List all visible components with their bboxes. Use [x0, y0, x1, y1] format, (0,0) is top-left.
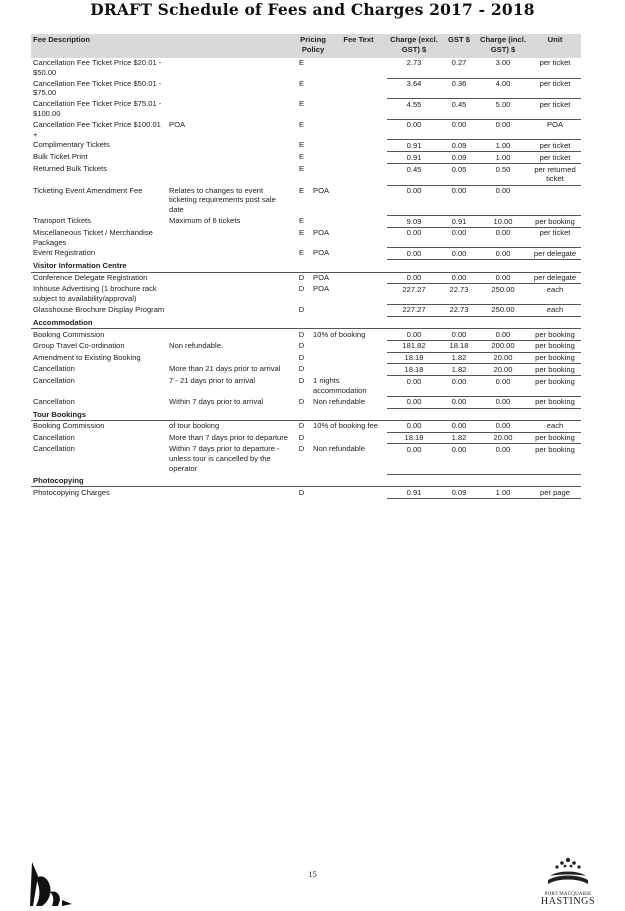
gst-amount: 0.00 — [441, 444, 477, 474]
charge-incl-gst: 20.00 — [477, 352, 529, 364]
fee-note: Maximum of 6 tickets — [169, 216, 241, 226]
fee-text: POA — [313, 185, 330, 195]
pricing-policy: E — [298, 119, 305, 129]
charge-incl-gst: 0.00 — [477, 376, 529, 397]
unit — [529, 185, 581, 215]
charge-incl-gst: 0.50 — [477, 164, 529, 186]
table-row — [31, 396, 581, 408]
table-row — [31, 248, 581, 260]
charge-incl-gst: 0.00 — [477, 185, 529, 215]
header-pricing-and-fee-text — [292, 34, 387, 58]
org-name-line1: PORT MACQUARIE — [544, 892, 592, 897]
fee-text — [311, 58, 387, 79]
unit: per ticket — [529, 152, 581, 164]
fee-text — [311, 364, 387, 376]
fee-note: Non refundable. — [169, 340, 224, 350]
fee-description: Cancellation Fee Ticket Price $100.01 + — [33, 119, 161, 139]
charge-excl-gst: 0.00 — [387, 329, 441, 341]
fee-note — [167, 304, 292, 316]
unit: per ticket — [529, 227, 581, 248]
gst-amount: 0.09 — [441, 140, 477, 152]
fee-note — [167, 152, 292, 164]
charge-incl-gst: 0.00 — [477, 272, 529, 284]
pricing-policy: D — [298, 364, 305, 374]
table-row — [31, 99, 581, 120]
fee-text: POA — [313, 227, 330, 237]
charge-excl-gst: 0.00 — [387, 376, 441, 397]
charge-excl-gst: 227.27 — [387, 304, 441, 316]
gst-amount: 0.36 — [441, 78, 477, 99]
pricing-policy: D — [298, 396, 305, 406]
gst-amount: 18.18 — [441, 340, 477, 352]
charge-excl-gst: 0.45 — [387, 164, 441, 186]
gst-amount: 0.00 — [441, 248, 477, 260]
pricing-policy: E — [298, 164, 305, 174]
gst-amount: 0.00 — [441, 329, 477, 341]
gst-amount: 1.82 — [441, 352, 477, 364]
charge-excl-gst: 4.55 — [387, 99, 441, 120]
pricing-policy: D — [298, 376, 305, 386]
fee-note — [167, 164, 292, 186]
fee-description: Booking Commission — [33, 421, 105, 431]
charge-excl-gst: 0.00 — [387, 248, 441, 260]
gst-amount: 0.00 — [441, 272, 477, 284]
charge-excl-gst: 0.00 — [387, 185, 441, 215]
pricing-policy: E — [298, 78, 305, 88]
unit: per booking — [529, 444, 581, 474]
charge-excl-gst: 0.00 — [387, 272, 441, 284]
header-gst: GST $ — [441, 34, 477, 58]
charge-incl-gst: 200.00 — [477, 340, 529, 352]
fee-text — [311, 216, 387, 228]
fee-description: Booking Commission — [33, 329, 105, 339]
table-row — [31, 140, 581, 152]
table-row — [31, 487, 581, 499]
fee-description: Inhouse Advertising (1 brochure rack subject to availability/approval) — [33, 284, 157, 304]
table-row — [31, 444, 581, 474]
gst-amount: 1.82 — [441, 432, 477, 444]
charge-excl-gst: 0.00 — [387, 396, 441, 408]
fee-text — [311, 119, 387, 140]
fee-note: Relates to changes to event ticketing requirements post sale date — [169, 185, 276, 215]
fee-description: Group Travel Co-ordination — [33, 340, 125, 350]
fee-text — [311, 340, 387, 352]
charge-incl-gst: 1.00 — [477, 152, 529, 164]
pricing-policy: E — [298, 140, 305, 150]
port-macquarie-hastings-logo — [536, 856, 600, 906]
gst-amount: 22.73 — [441, 284, 477, 305]
unit: per booking — [529, 352, 581, 364]
charge-incl-gst: 1.00 — [477, 487, 529, 499]
table-row — [31, 119, 581, 140]
section-heading-row — [31, 474, 581, 486]
fee-text — [311, 304, 387, 316]
fee-note — [167, 329, 292, 341]
charge-excl-gst: 0.00 — [387, 444, 441, 474]
charge-incl-gst: 0.00 — [477, 420, 529, 432]
charge-incl-gst: 250.00 — [477, 284, 529, 305]
unit: per page — [529, 487, 581, 499]
table-row — [31, 432, 581, 444]
pricing-policy: D — [298, 329, 305, 339]
fee-description: Photocopying Charges — [33, 487, 110, 497]
section-heading-row — [31, 316, 581, 328]
fee-description: Cancellation — [33, 364, 75, 374]
fee-text — [311, 487, 387, 499]
charge-excl-gst: 18.18 — [387, 364, 441, 376]
fee-note — [167, 352, 292, 364]
fee-note — [167, 284, 292, 305]
fee-note — [167, 487, 292, 499]
fee-text: POA — [313, 284, 330, 294]
gst-amount: 0.91 — [441, 216, 477, 228]
charge-incl-gst: 0.00 — [477, 119, 529, 140]
fee-description: Cancellation — [33, 396, 75, 406]
unit: per booking — [529, 364, 581, 376]
pricing-policy: D — [298, 273, 305, 283]
org-name-line2: HASTINGS — [540, 896, 596, 907]
unit: per ticket — [529, 140, 581, 152]
fee-note: 7 - 21 days prior to arrival — [169, 376, 256, 386]
fee-description: Cancellation — [33, 444, 75, 454]
unit: POA — [529, 119, 581, 140]
charge-excl-gst: 0.91 — [387, 487, 441, 499]
fee-description: Complimentary Tickets — [33, 140, 110, 150]
fee-note: of tour booking — [169, 421, 220, 431]
pricing-policy: D — [298, 352, 305, 362]
gst-amount: 0.00 — [441, 185, 477, 215]
section-heading: Visitor Information Centre — [31, 260, 581, 272]
table-row — [31, 272, 581, 284]
fee-note — [167, 78, 292, 99]
fee-note — [167, 227, 292, 248]
header-unit: Unit — [529, 34, 581, 58]
unit: per delegate — [529, 272, 581, 284]
fee-note: POA — [169, 119, 186, 129]
gst-amount: 0.00 — [441, 119, 477, 140]
table-row — [31, 304, 581, 316]
fee-text — [311, 152, 387, 164]
fee-note — [167, 58, 292, 79]
pricing-policy: D — [298, 421, 305, 431]
fee-note: Within 7 days prior to departure - unless tour is cancelled by the operator — [169, 444, 280, 474]
header-charge-incl: Charge (incl. GST) $ — [477, 34, 529, 58]
charge-excl-gst: 0.00 — [387, 420, 441, 432]
charge-incl-gst: 0.00 — [477, 444, 529, 474]
unit: per returned ticket — [529, 164, 581, 186]
charge-excl-gst: 2.73 — [387, 58, 441, 79]
charge-excl-gst: 0.00 — [387, 119, 441, 140]
table-row — [31, 329, 581, 341]
charge-incl-gst: 20.00 — [477, 364, 529, 376]
fee-text — [311, 352, 387, 364]
page-number: 15 — [308, 869, 317, 879]
pricing-policy: E — [298, 99, 305, 109]
header-pricing-policy: Pricing Policy — [300, 35, 326, 54]
fee-description: Conference Delegate Registration — [33, 273, 148, 283]
unit: per delegate — [529, 248, 581, 260]
fee-text — [311, 78, 387, 99]
pricing-policy: E — [298, 58, 305, 68]
gst-amount: 0.00 — [441, 396, 477, 408]
fee-note: Within 7 days prior to arrival — [169, 396, 264, 406]
fee-description: Returned Bulk Tickets — [33, 164, 107, 174]
council-emblem-icon — [546, 856, 590, 886]
fee-description: Cancellation Fee Ticket Price $20.01 - $50.00 — [33, 58, 162, 77]
fee-description: Transport Tickets — [33, 216, 91, 226]
fee-text — [311, 432, 387, 444]
section-heading-row — [31, 260, 581, 272]
charge-incl-gst: 10.00 — [477, 216, 529, 228]
fees-table — [31, 34, 581, 499]
charge-incl-gst: 0.00 — [477, 248, 529, 260]
charge-excl-gst: 181.82 — [387, 340, 441, 352]
table-row — [31, 284, 581, 305]
page-title: DRAFT Schedule of Fees and Charges 2017 - 2018 — [90, 0, 535, 19]
charge-incl-gst: 0.00 — [477, 329, 529, 341]
unit: per booking — [529, 376, 581, 397]
charge-excl-gst: 9.09 — [387, 216, 441, 228]
gst-amount: 0.09 — [441, 152, 477, 164]
unit: per booking — [529, 396, 581, 408]
table-row — [31, 352, 581, 364]
table-row — [31, 340, 581, 352]
gst-amount: 0.27 — [441, 58, 477, 79]
pricing-policy: D — [298, 432, 305, 442]
pricing-policy: D — [298, 304, 305, 314]
fee-text: 10% of booking — [313, 329, 366, 339]
fee-text — [311, 164, 387, 186]
header-fee-description: Fee Description — [31, 34, 292, 58]
table-row — [31, 78, 581, 99]
fee-text: Non refundable — [313, 444, 365, 454]
pricing-policy: E — [298, 248, 305, 258]
table-row — [31, 58, 581, 79]
gst-amount: 0.45 — [441, 99, 477, 120]
gst-amount: 0.00 — [441, 227, 477, 248]
unit: per ticket — [529, 78, 581, 99]
pricing-policy: D — [298, 444, 305, 454]
section-heading-row — [31, 408, 581, 420]
pricing-policy: D — [298, 340, 305, 350]
fee-description: Amendment to Existing Booking — [33, 352, 141, 362]
charge-incl-gst: 1.00 — [477, 140, 529, 152]
charge-incl-gst: 4.00 — [477, 78, 529, 99]
unit: per booking — [529, 340, 581, 352]
fee-description: Ticketing Event Amendment Fee — [33, 185, 143, 195]
fee-description: Bulk Ticket Print — [33, 152, 88, 162]
charge-excl-gst: 3.64 — [387, 78, 441, 99]
unit: each — [529, 284, 581, 305]
fee-description: Cancellation Fee Ticket Price $50.01 - $75.00 — [33, 78, 162, 98]
fee-description: Event Registration — [33, 248, 96, 258]
table-row — [31, 216, 581, 228]
gst-amount: 0.00 — [441, 420, 477, 432]
pricing-policy: D — [298, 284, 305, 294]
fee-text: POA — [313, 248, 330, 258]
section-heading: Tour Bookings — [31, 408, 581, 420]
pricing-policy: E — [298, 227, 305, 237]
table-header — [31, 34, 581, 58]
gst-amount: 0.00 — [441, 376, 477, 397]
fee-note: More than 21 days prior to arrival — [169, 364, 281, 374]
table-row — [31, 364, 581, 376]
section-heading: Accommodation — [31, 316, 581, 328]
gst-amount: 22.73 — [441, 304, 477, 316]
gst-amount: 0.09 — [441, 487, 477, 499]
fee-text: 10% of booking fee — [313, 421, 379, 431]
charge-incl-gst: 250.00 — [477, 304, 529, 316]
charge-incl-gst: 0.00 — [477, 396, 529, 408]
fee-note — [167, 140, 292, 152]
charge-excl-gst: 227.27 — [387, 284, 441, 305]
pricing-policy: E — [298, 185, 305, 195]
charge-excl-gst: 0.91 — [387, 152, 441, 164]
gst-amount: 0.05 — [441, 164, 477, 186]
table-row — [31, 152, 581, 164]
table-row — [31, 376, 581, 397]
header-charge-excl: Charge (excl. GST) $ — [387, 34, 441, 58]
fee-note — [167, 272, 292, 284]
unit: each — [529, 420, 581, 432]
fee-description: Cancellation — [33, 376, 75, 386]
pricing-policy: E — [298, 152, 305, 162]
fee-text: Non refundable — [313, 396, 365, 406]
fee-text — [311, 140, 387, 152]
pricing-policy: D — [298, 487, 305, 497]
fee-description: Glasshouse Brochure Display Program — [33, 304, 165, 314]
fee-note — [167, 99, 292, 120]
unit: per booking — [529, 216, 581, 228]
unit: per booking — [529, 329, 581, 341]
table-row — [31, 227, 581, 248]
fee-description: Cancellation — [33, 432, 75, 442]
fee-text — [311, 99, 387, 120]
table-row — [31, 420, 581, 432]
fee-text: POA — [313, 273, 330, 283]
charge-incl-gst: 3.00 — [477, 58, 529, 79]
fee-note: More than 7 days prior to departure — [169, 432, 289, 442]
table-body — [31, 58, 581, 499]
unit: per booking — [529, 432, 581, 444]
charge-incl-gst: 5.00 — [477, 99, 529, 120]
fee-note — [167, 248, 292, 260]
charge-excl-gst: 0.00 — [387, 227, 441, 248]
charge-excl-gst: 18.18 — [387, 432, 441, 444]
charge-excl-gst: 18.18 — [387, 352, 441, 364]
fee-description: Cancellation Fee Ticket Price $75.01 - $100.00 — [33, 99, 162, 119]
fee-description: Miscellaneous Ticket / Merchandise Packages — [33, 227, 153, 247]
header-fee-text: Fee Text — [343, 35, 374, 44]
unit: each — [529, 304, 581, 316]
charge-excl-gst: 0.91 — [387, 140, 441, 152]
charge-incl-gst: 0.00 — [477, 227, 529, 248]
gst-amount: 1.82 — [441, 364, 477, 376]
unit: per ticket — [529, 58, 581, 79]
fee-text: 1 nights accommodation — [313, 376, 367, 395]
section-heading: Photocopying — [31, 474, 581, 486]
charge-incl-gst: 20.00 — [477, 432, 529, 444]
unit: per ticket — [529, 99, 581, 120]
table-row — [31, 185, 581, 215]
table-row — [31, 164, 581, 186]
pricing-policy: E — [298, 216, 305, 226]
